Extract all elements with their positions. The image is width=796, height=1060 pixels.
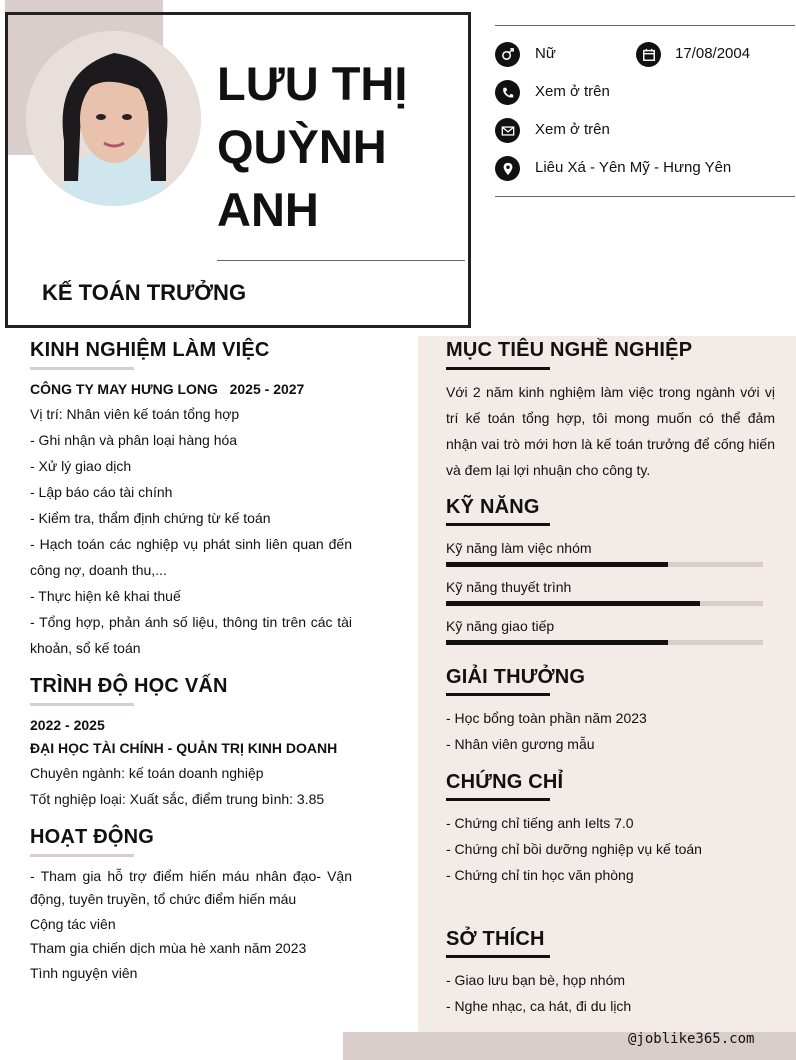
list-item: - Chứng chỉ bồi dưỡng nghiệp vụ kế toán xyxy=(446,841,702,857)
list-item: - Nhân viên gương mẫu xyxy=(446,736,595,752)
objective-heading: MỤC TIÊU NGHỀ NGHIỆP xyxy=(446,339,693,361)
awards-underline xyxy=(446,693,550,696)
avatar xyxy=(26,31,201,206)
list-item: - Chứng chỉ tiếng anh Ielts 7.0 xyxy=(446,815,634,831)
skill-label: Kỹ năng làm việc nhóm xyxy=(446,540,592,556)
list-item: - Nghe nhạc, ca hát, đi du lịch xyxy=(446,998,632,1014)
calendar-icon xyxy=(636,42,661,67)
avatar-portrait-icon xyxy=(26,31,201,206)
education-underline xyxy=(30,703,134,706)
objective-text: Với 2 năm kinh nghiệm làm việc trong ngành với vị trí kế toán tổng hợp, tôi mong muốn có thể đảm nhận vai trò mới hơn là kế toán trưởng để cống hiến và đem lại lợi nhuận cho công ty. xyxy=(446,384,775,478)
list-item: - Học bổng toàn phần năm 2023 xyxy=(446,710,647,726)
watermark: @joblike365.com xyxy=(628,1031,755,1047)
experience-underline xyxy=(30,367,134,370)
education-grade: Tốt nghiệp loại: Xuất sắc, điểm trung bình: 3.85 xyxy=(30,791,325,807)
certificates-heading: CHỨNG CHỈ xyxy=(446,771,564,793)
skill-bar xyxy=(446,601,763,606)
activity-role: Tình nguyện viên xyxy=(30,965,138,981)
location-icon xyxy=(495,156,520,181)
activity-description: - Tham gia hỗ trợ điểm hiến máu nhân đạo- Vận động, tuyên truyền, tổ chức điểm hiến máu xyxy=(30,868,352,907)
list-item: - Kiểm tra, thẩm định chứng từ kế toán xyxy=(30,510,271,526)
objective-underline xyxy=(446,367,550,370)
info-divider-bottom xyxy=(495,196,795,197)
activity-description: Tham gia chiến dịch mùa hè xanh năm 2023 xyxy=(30,940,307,956)
skill-label: Kỹ năng giao tiếp xyxy=(446,618,555,634)
certificates-underline xyxy=(446,798,550,801)
skill-bar-fill xyxy=(446,562,668,567)
company-period: 2025 - 2027 xyxy=(229,381,305,397)
list-item: - Hạch toán các nghiệp vụ phát sinh liên quan đến công nợ, doanh thu,... xyxy=(30,536,352,578)
experience-heading: KINH NGHIỆM LÀM VIỆC xyxy=(30,339,270,361)
education-heading: TRÌNH ĐỘ HỌC VẤN xyxy=(30,675,228,697)
experience-position: Vị trí: Nhân viên kế toán tổng hợp xyxy=(30,406,240,422)
list-item: - Ghi nhận và phân loại hàng hóa xyxy=(30,432,238,448)
awards-heading: GIẢI THƯỞNG xyxy=(446,666,586,688)
skill-bar-fill xyxy=(446,601,700,606)
email-value: Xem ở trên xyxy=(535,121,610,138)
skill-bar-fill xyxy=(446,640,668,645)
full-name xyxy=(217,52,462,241)
list-item: - Tổng hợp, phản ánh số liệu, thông tin trên các tài khoản, sổ kế toán xyxy=(30,614,352,656)
info-divider-top xyxy=(495,25,795,26)
gender-icon xyxy=(495,42,520,67)
skills-underline xyxy=(446,523,550,526)
skill-label: Kỹ năng thuyết trình xyxy=(446,579,572,595)
list-item: - Lập báo cáo tài chính xyxy=(30,484,173,500)
phone-value: Xem ở trên xyxy=(535,83,610,100)
education-period: 2022 - 2025 xyxy=(30,717,105,733)
education-major: Chuyên ngành: kế toán doanh nghiệp xyxy=(30,765,264,781)
list-item: - Thực hiện kê khai thuế xyxy=(30,588,181,604)
hobbies-underline xyxy=(446,955,550,958)
hobbies-heading: SỞ THÍCH xyxy=(446,928,545,950)
list-item: - Xử lý giao dịch xyxy=(30,458,132,474)
activities-underline xyxy=(30,854,134,857)
skill-bar xyxy=(446,640,763,645)
skills-heading: KỸ NĂNG xyxy=(446,496,540,518)
education-school: ĐẠI HỌC TÀI CHÍNH - QUẢN TRỊ KINH DOANH xyxy=(30,740,338,756)
activities-heading: HOẠT ĐỘNG xyxy=(30,826,155,848)
address-value: Liêu Xá - Yên Mỹ - Hưng Yên xyxy=(535,159,732,176)
company-name: CÔNG TY MAY HƯNG LONG xyxy=(30,381,218,397)
mail-icon xyxy=(495,118,520,143)
experience-company xyxy=(30,381,304,397)
list-item: - Chứng chỉ tin học văn phòng xyxy=(446,867,634,883)
list-item: - Giao lưu bạn bè, họp nhóm xyxy=(446,972,626,988)
name-line-2: QUỲNH xyxy=(217,120,387,173)
activity-role: Cộng tác viên xyxy=(30,916,116,932)
name-divider xyxy=(217,260,465,261)
name-line-3: ANH xyxy=(217,183,319,236)
phone-icon xyxy=(495,80,520,105)
gender-value: Nữ xyxy=(535,45,556,62)
skill-bar xyxy=(446,562,763,567)
job-title: KẾ TOÁN TRƯỞNG xyxy=(42,280,247,305)
name-line-1: LƯU THỊ xyxy=(217,57,408,110)
birthdate-value: 17/08/2004 xyxy=(675,45,751,62)
